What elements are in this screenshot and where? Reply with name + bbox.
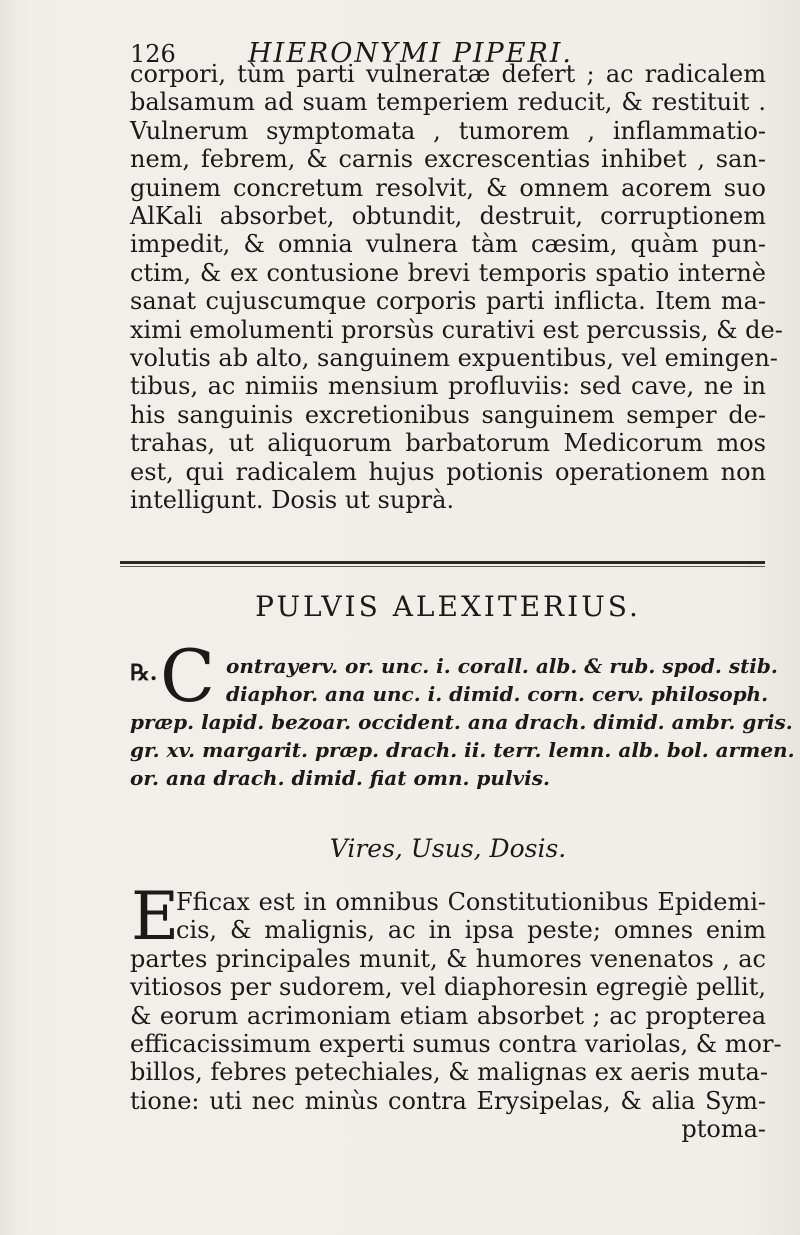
paragraph-continued	[130, 60, 783, 515]
text-line: Fficax est in omnibus Constitutionibus Epidemi-	[176, 888, 766, 916]
text-line: tibus, ac nimiis mensium profluviis: sed cave, ne in	[130, 372, 766, 401]
text-line: AlKali absorbet, obtundit, destruit, corruptionem	[130, 202, 766, 231]
text-line: efficacissimum experti sumus contra variolas, & mor-	[130, 1030, 782, 1059]
recipe-line: or. ana drach. dimid. fiat omn. pulvis.	[130, 766, 550, 790]
text-line: Vulnerum symptomata , tumorem , inflammatio-	[130, 116, 766, 145]
section-divider	[120, 561, 765, 564]
recipe-block	[130, 652, 795, 792]
section-divider-thin	[120, 566, 765, 567]
running-title: HIERONYMI PIPERI.	[248, 38, 574, 69]
recipe-symbol: ℞.	[130, 660, 158, 686]
drop-cap-e: E	[131, 878, 180, 955]
text-line: volutis ab alto, sanguinem expuentibus, vel emingen-	[130, 344, 778, 373]
recipe-line: præp. lapid. bezoar. occident. ana drach. dimid. ambr. gris.	[130, 710, 793, 734]
text-line: impedit, & omnia vulnera tàm cæsim, quàm pun-	[130, 230, 766, 259]
text-line: partes principales munit, & humores venenatos , ac	[130, 944, 766, 973]
recipe-line: gr. xv. margarit. præp. drach. ii. terr. lemn. alb. bol. armen.	[130, 738, 795, 762]
section-title: PULVIS ALEXITERIUS.	[255, 590, 641, 623]
text-line: trahas, ut aliquorum barbatorum Medicorum mos	[130, 429, 766, 458]
catchword: ptoma-	[681, 1115, 766, 1144]
text-line: guinem concretum resolvit, & omnem acorem suo	[130, 173, 766, 202]
text-line: billos, febres petechiales, & malignas ex aeris muta-	[130, 1058, 768, 1087]
text-line: est, qui radicalem hujus potionis operationem non	[130, 457, 766, 486]
recipe-line: diaphor. ana unc. i. dimid. corn. cerv. philosoph.	[226, 682, 769, 706]
page-number: 126	[130, 40, 176, 68]
text-line: intelligunt. Dosis ut suprà.	[130, 486, 455, 515]
text-line: vitiosos per sudorem, vel diaphoresin egregiè pellit,	[130, 973, 766, 1002]
text-line: sanat cujuscumque corporis parti inflicta. Item ma-	[130, 287, 766, 316]
drop-cap-c: C	[160, 634, 216, 718]
paragraph-vires	[130, 888, 782, 1144]
text-line: ctim, & ex contusione brevi temporis spatio internè	[130, 258, 766, 287]
text-line: his sanguinis excretionibus sanguinem semper de-	[130, 400, 766, 429]
text-line: cis, & malignis, ac in ipsa peste; omnes enim	[176, 916, 766, 945]
text-line: tione: uti nec minùs contra Erysipelas, & alia Sym-	[130, 1086, 766, 1115]
subheading: Vires, Usus, Dosis.	[329, 834, 567, 863]
text-line: nem, febrem, & carnis excrescentias inhibet , san-	[130, 145, 766, 174]
recipe-line: ontrayerv. or. unc. i. corall. alb. & rub. spod. stib.	[226, 654, 778, 678]
text-line: & eorum acrimoniam etiam absorbet ; ac propterea	[130, 1001, 766, 1030]
text-line: corpori, tùm parti vulneratæ defert ; ac radicalem	[130, 60, 766, 88]
text-line: ximi emolumenti prorsùs curativi est percussis, & de-	[130, 315, 783, 344]
text-line: balsamum ad suam temperiem reducit, & restituit .	[130, 88, 766, 117]
